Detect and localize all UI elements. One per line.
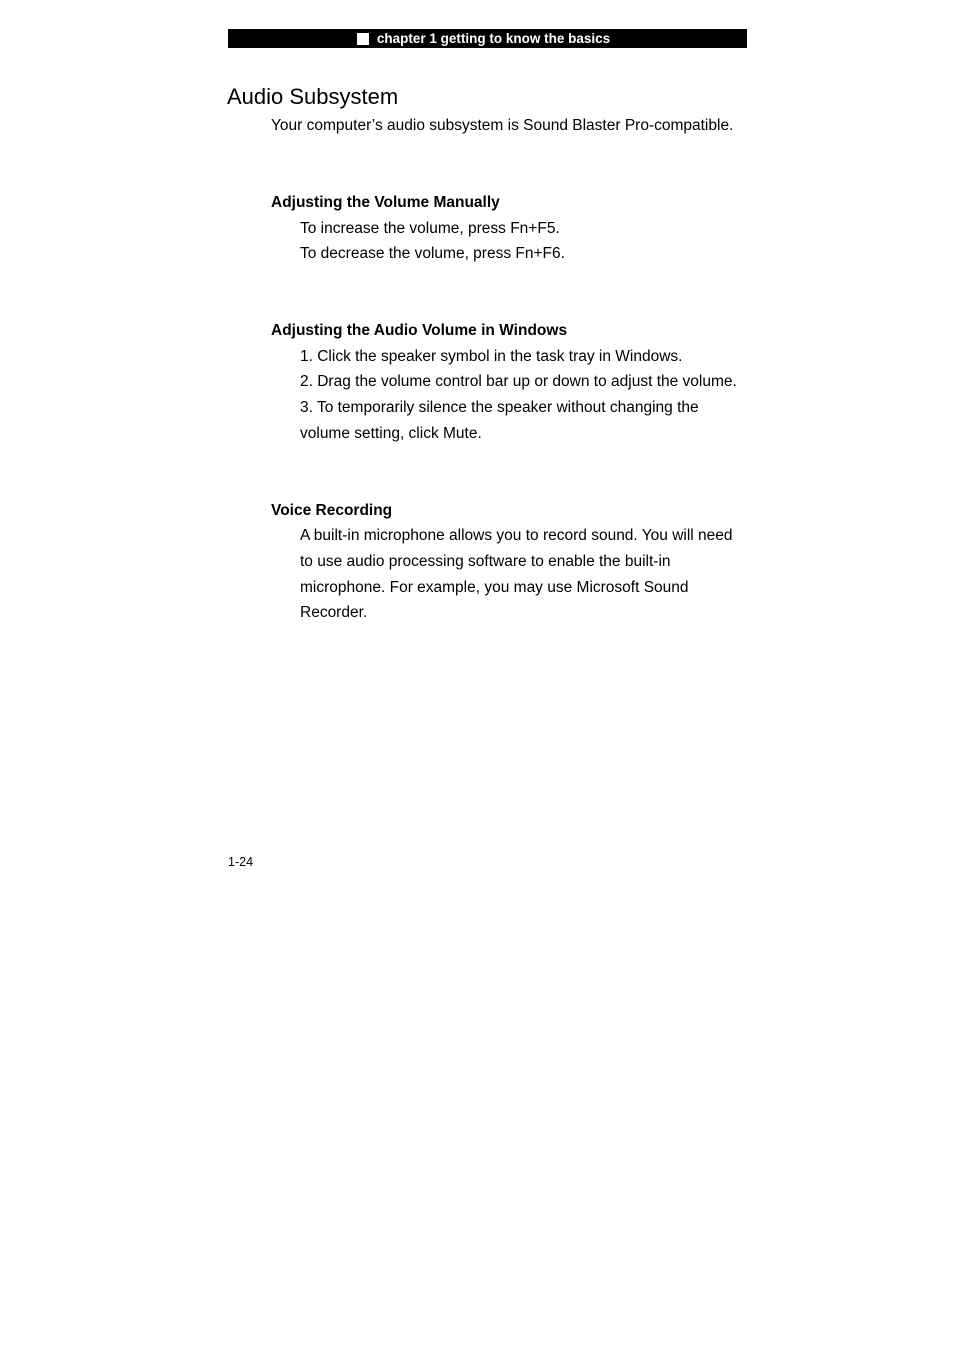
section-line: To decrease the volume, press Fn+F6. [300,245,565,262]
chapter-header-bar [228,29,747,48]
section-heading-volume-windows: Adjusting the Audio Volume in Windows [271,322,568,339]
section-heading-voice-recording: Voice Recording [271,502,393,519]
section-line: To increase the volume, press Fn+F5. [300,220,560,237]
section-heading-volume-manual: Adjusting the Volume Manually [271,194,500,211]
section-line: 2. Drag the volume control bar up or down to adjust the volume. [300,373,737,390]
section-line: microphone. For example, you may use Microsoft Sound [300,579,689,596]
chapter-label: chapter 1 getting to know the basics [376,31,611,46]
section-line: to use audio processing software to enable the built-in [300,553,671,570]
section-line: volume setting, click Mute. [300,425,482,442]
section-line: A built-in microphone allows you to record sound. You will need [300,527,733,544]
section-line: 1. Click the speaker symbol in the task tray in Windows. [300,348,683,365]
page-title: Audio Subsystem [227,84,399,109]
square-bullet-icon [357,33,369,45]
page-number: 1-24 [228,855,254,869]
section-line: 3. To temporarily silence the speaker without changing the [300,399,699,416]
intro-text: Your computer’s audio subsystem is Sound Blaster Pro-compatible. [271,117,734,134]
section-line: Recorder. [300,604,368,621]
